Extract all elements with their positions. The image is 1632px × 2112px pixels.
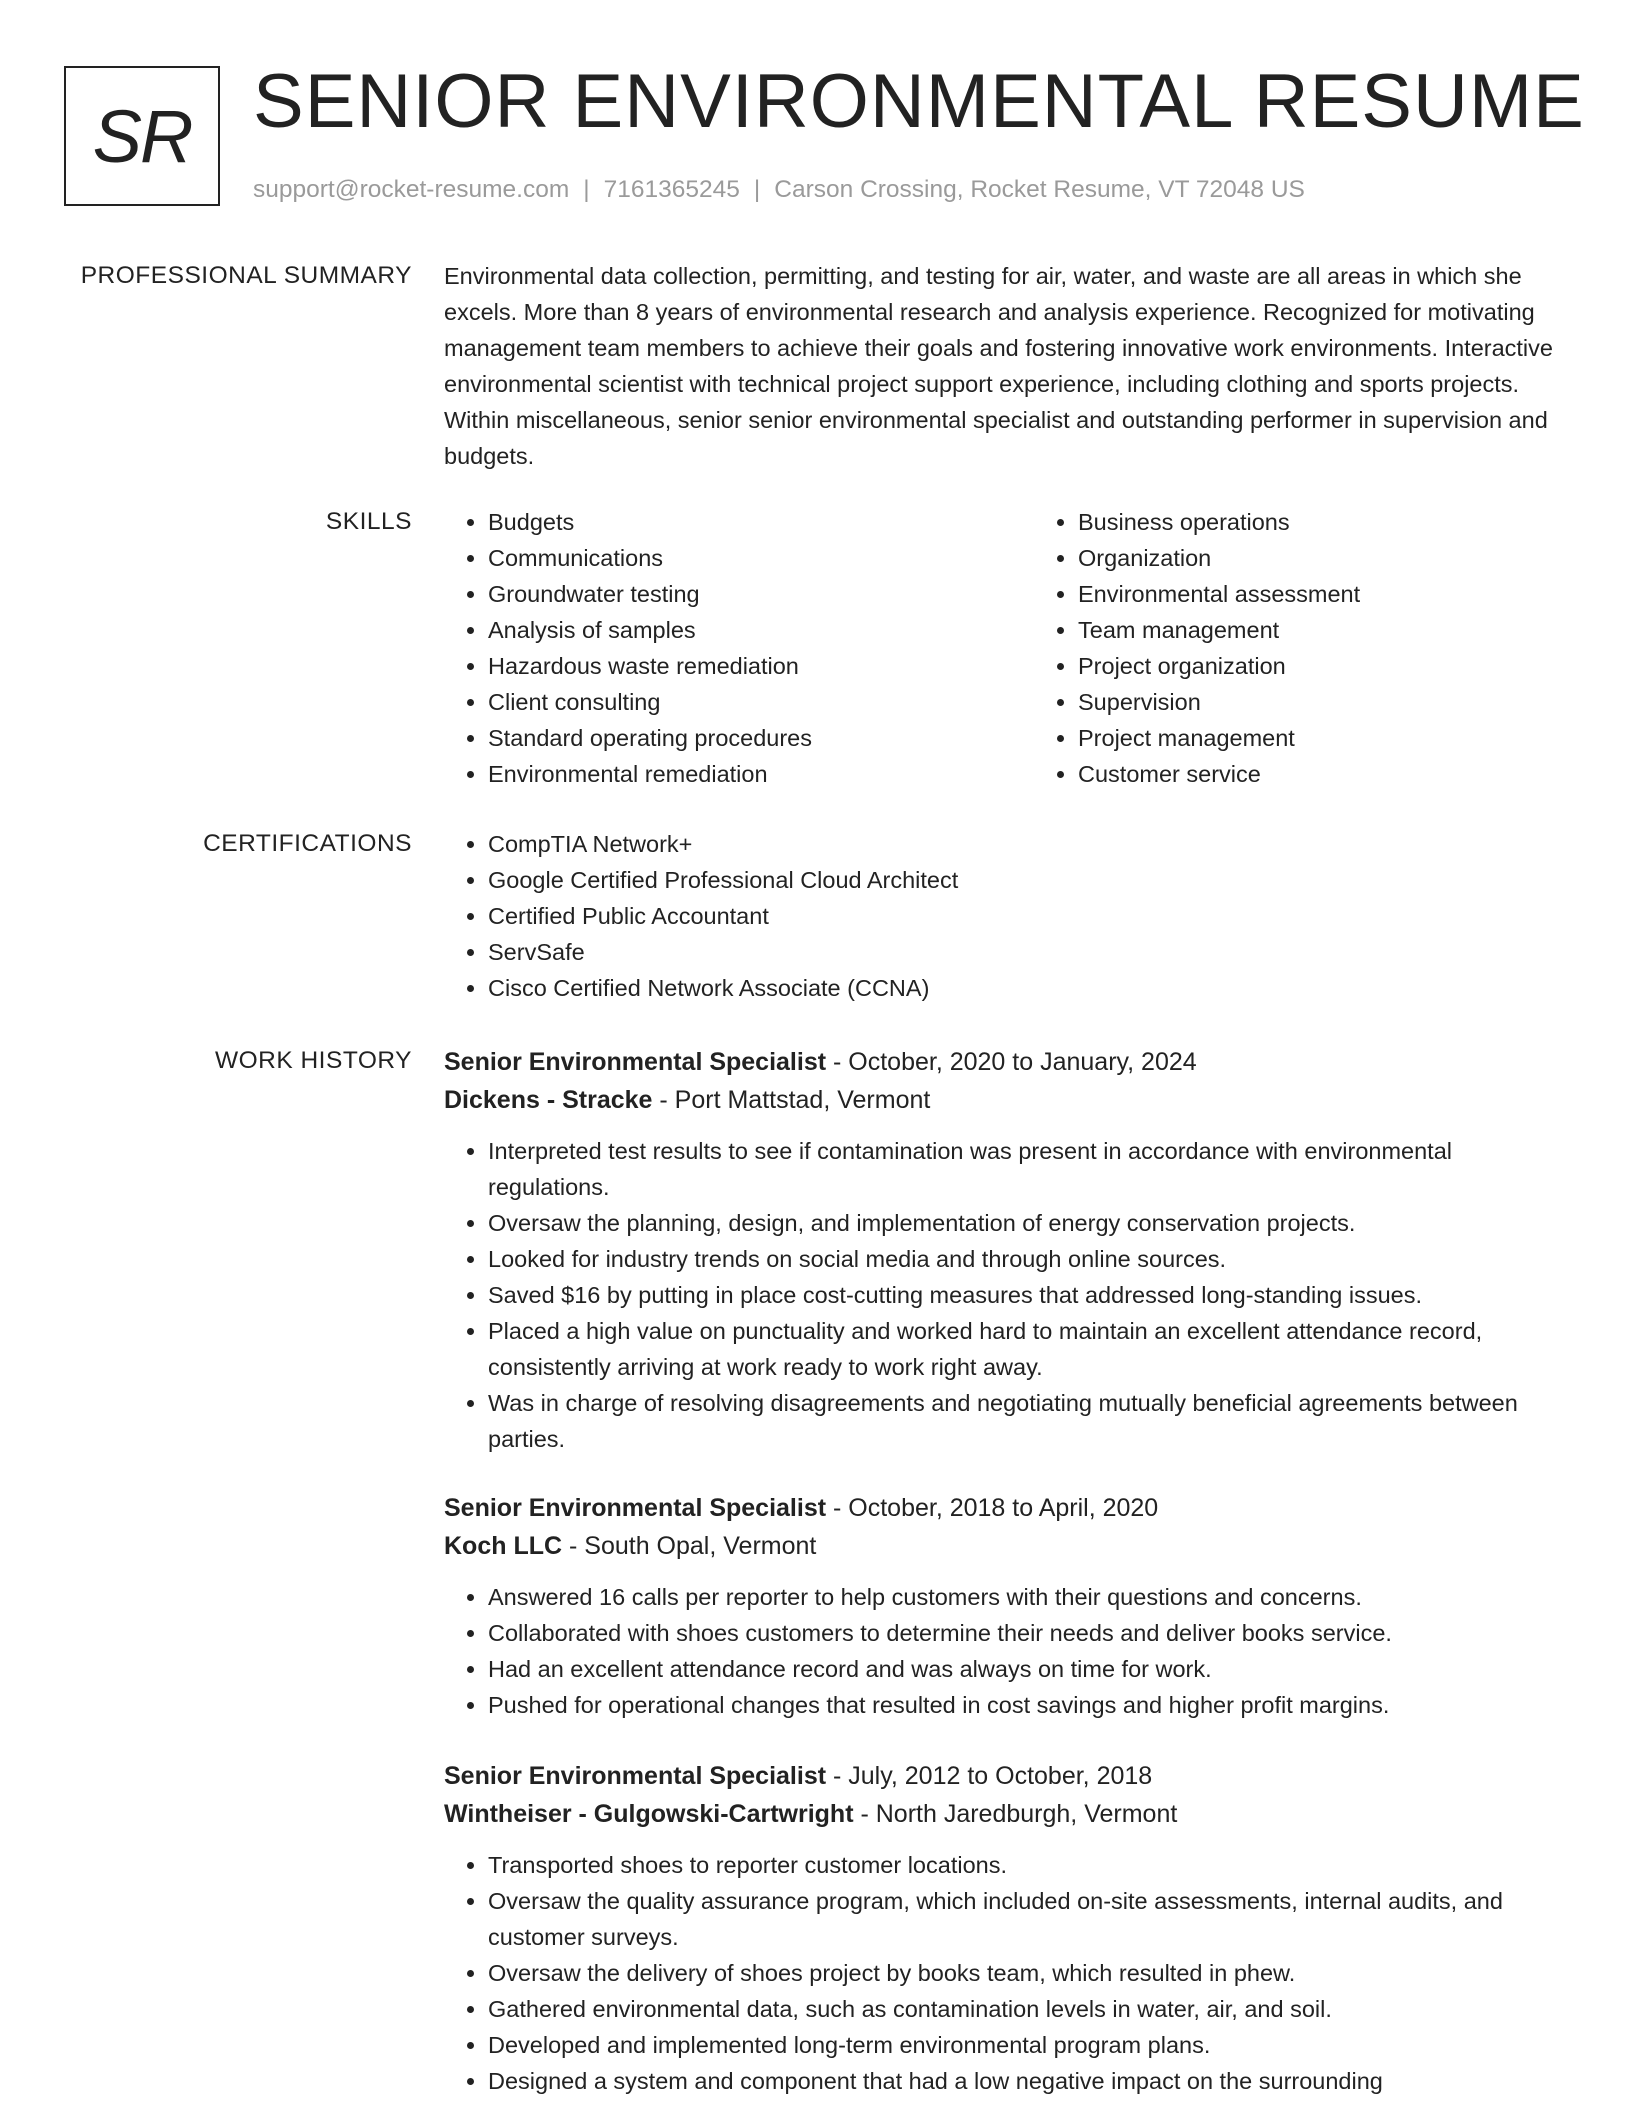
job-title: Senior Environmental Specialist <box>444 1762 827 1790</box>
job-title: Senior Environmental Specialist <box>444 1494 827 1522</box>
skill-item: • Customer service <box>1078 756 1624 792</box>
job-bullet: • Saved $16 by putting in place cost-cutting measures that addressed long-standing issues. <box>488 1277 1564 1313</box>
job-dates: - October, 2020 to January, 2024 <box>826 1048 1197 1076</box>
skill-item: • Environmental assessment <box>1078 576 1624 612</box>
job-bullet: • Developed and implemented long-term environmental program plans. <box>488 2027 1564 2063</box>
job-bullet: • Gathered environmental data, such as contamination levels in water, air, and soil. <box>488 1991 1564 2027</box>
monogram-logo: SR <box>64 66 220 206</box>
job-title-line <box>444 1043 1564 1081</box>
job-bullet: • Collaborated with shoes customers to determine their needs and deliver books service. <box>488 1615 1564 1651</box>
skills-list-left <box>444 504 1034 792</box>
job-bullet: • Pushed for operational changes that resulted in cost savings and higher profit margins. <box>488 1687 1564 1723</box>
skill-item: • Supervision <box>1078 684 1624 720</box>
job-title-line <box>444 1757 1564 1795</box>
job-bullet: • Oversaw the delivery of shoes project by books team, which resulted in phew. <box>488 1955 1564 1991</box>
skill-item: • Communications <box>488 540 1034 576</box>
skill-item: • Organization <box>1078 540 1624 576</box>
skill-item: • Groundwater testing <box>488 576 1034 612</box>
job-entry <box>444 1489 1564 1723</box>
contact-address: Carson Crossing, Rocket Resume, VT 72048 US <box>774 176 1305 203</box>
skill-item: • Environmental remediation <box>488 756 1034 792</box>
job-title: Senior Environmental Specialist <box>444 1048 827 1076</box>
job-entry <box>444 1043 1564 1457</box>
contact-phone[interactable]: 7161365245 <box>603 176 740 203</box>
job-bullet: • Was in charge of resolving disagreements and negotiating mutually beneficial agreements between parties. <box>488 1385 1564 1457</box>
certifications-heading: CERTIFICATIONS <box>203 830 412 857</box>
certification-item: • CompTIA Network+ <box>488 826 1564 862</box>
job-location: - Port Mattstad, Vermont <box>652 1086 931 1114</box>
job-bullets <box>444 1579 1564 1723</box>
certification-item: • ServSafe <box>488 934 1564 970</box>
contact-line <box>253 172 1305 208</box>
job-bullet: • Oversaw the quality assurance program, which included on-site assessments, internal audits, and customer surveys. <box>488 1883 1564 1955</box>
job-entry <box>444 1757 1564 2099</box>
job-bullet: • Interpreted test results to see if contamination was present in accordance with environmental regulations. <box>488 1133 1564 1205</box>
job-bullet: • Transported shoes to reporter customer locations. <box>488 1847 1564 1883</box>
job-company: Wintheiser - Gulgowski-Cartwright <box>444 1800 854 1828</box>
resume-title: SENIOR ENVIRONMENTAL RESUME <box>253 59 1585 144</box>
certifications-body <box>444 826 1564 1006</box>
contact-separator: | <box>583 176 590 203</box>
skill-item: • Analysis of samples <box>488 612 1034 648</box>
job-dates: - October, 2018 to April, 2020 <box>826 1494 1159 1522</box>
skills-heading: SKILLS <box>325 508 412 535</box>
job-company: Koch LLC <box>444 1532 563 1560</box>
certifications-list <box>444 826 1564 1006</box>
summary-heading: PROFESSIONAL SUMMARY <box>80 262 412 289</box>
job-company-line <box>444 1081 1564 1119</box>
work-history-heading: WORK HISTORY <box>214 1047 412 1074</box>
skills-list-right <box>1034 504 1624 792</box>
contact-separator: | <box>753 176 761 203</box>
job-bullet: • Had an excellent attendance record and was always on time for work. <box>488 1651 1564 1687</box>
job-title-line <box>444 1489 1564 1527</box>
skill-item: • Team management <box>1078 612 1624 648</box>
job-bullet: • Answered 16 calls per reporter to help customers with their questions and concerns. <box>488 1579 1564 1615</box>
job-bullet: • Placed a high value on punctuality and worked hard to maintain an excellent attendance record, consistently arriving at work ready to work right away. <box>488 1313 1564 1385</box>
job-company: Dickens - Stracke <box>444 1086 653 1114</box>
skill-item: • Standard operating procedures <box>488 720 1034 756</box>
job-dates: - July, 2012 to October, 2018 <box>826 1762 1153 1790</box>
job-bullet: • Oversaw the planning, design, and implementation of energy conservation projects. <box>488 1205 1564 1241</box>
summary-body <box>444 258 1564 474</box>
certification-item: • Google Certified Professional Cloud Architect <box>488 862 1564 898</box>
job-location: - North Jaredburgh, Vermont <box>853 1800 1178 1828</box>
job-location: - South Opal, Vermont <box>562 1532 817 1560</box>
skill-item: • Business operations <box>1078 504 1624 540</box>
skill-item: • Client consulting <box>488 684 1034 720</box>
skill-item: • Hazardous waste remediation <box>488 648 1034 684</box>
job-bullet: • Designed a system and component that had a low negative impact on the surrounding <box>488 2063 1564 2099</box>
job-bullets <box>444 1847 1564 2099</box>
certification-item: • Certified Public Accountant <box>488 898 1564 934</box>
summary-text: Environmental data collection, permitting, and testing for air, water, and waste are all areas in which she excels. More than 8 years of environmental research and analysis experience. Recognized for motivating management team members to achieve their goals and fostering innovative work environments. Interactive environmental scientist with technical project support experience, including clothing and sports projects. Within miscellaneous, senior senior environmental specialist and outstanding performer in supervision and budgets. <box>444 263 1553 469</box>
skill-item: • Budgets <box>488 504 1034 540</box>
job-bullet: • Looked for industry trends on social media and through online sources. <box>488 1241 1564 1277</box>
job-company-line <box>444 1527 1564 1565</box>
skill-item: • Project organization <box>1078 648 1624 684</box>
certification-item: • Cisco Certified Network Associate (CCNA) <box>488 970 1564 1006</box>
skill-item: • Project management <box>1078 720 1624 756</box>
job-company-line <box>444 1795 1564 1833</box>
job-bullets <box>444 1133 1564 1457</box>
contact-email[interactable]: support@rocket-resume.com <box>253 176 570 203</box>
skills-body <box>444 504 1564 792</box>
